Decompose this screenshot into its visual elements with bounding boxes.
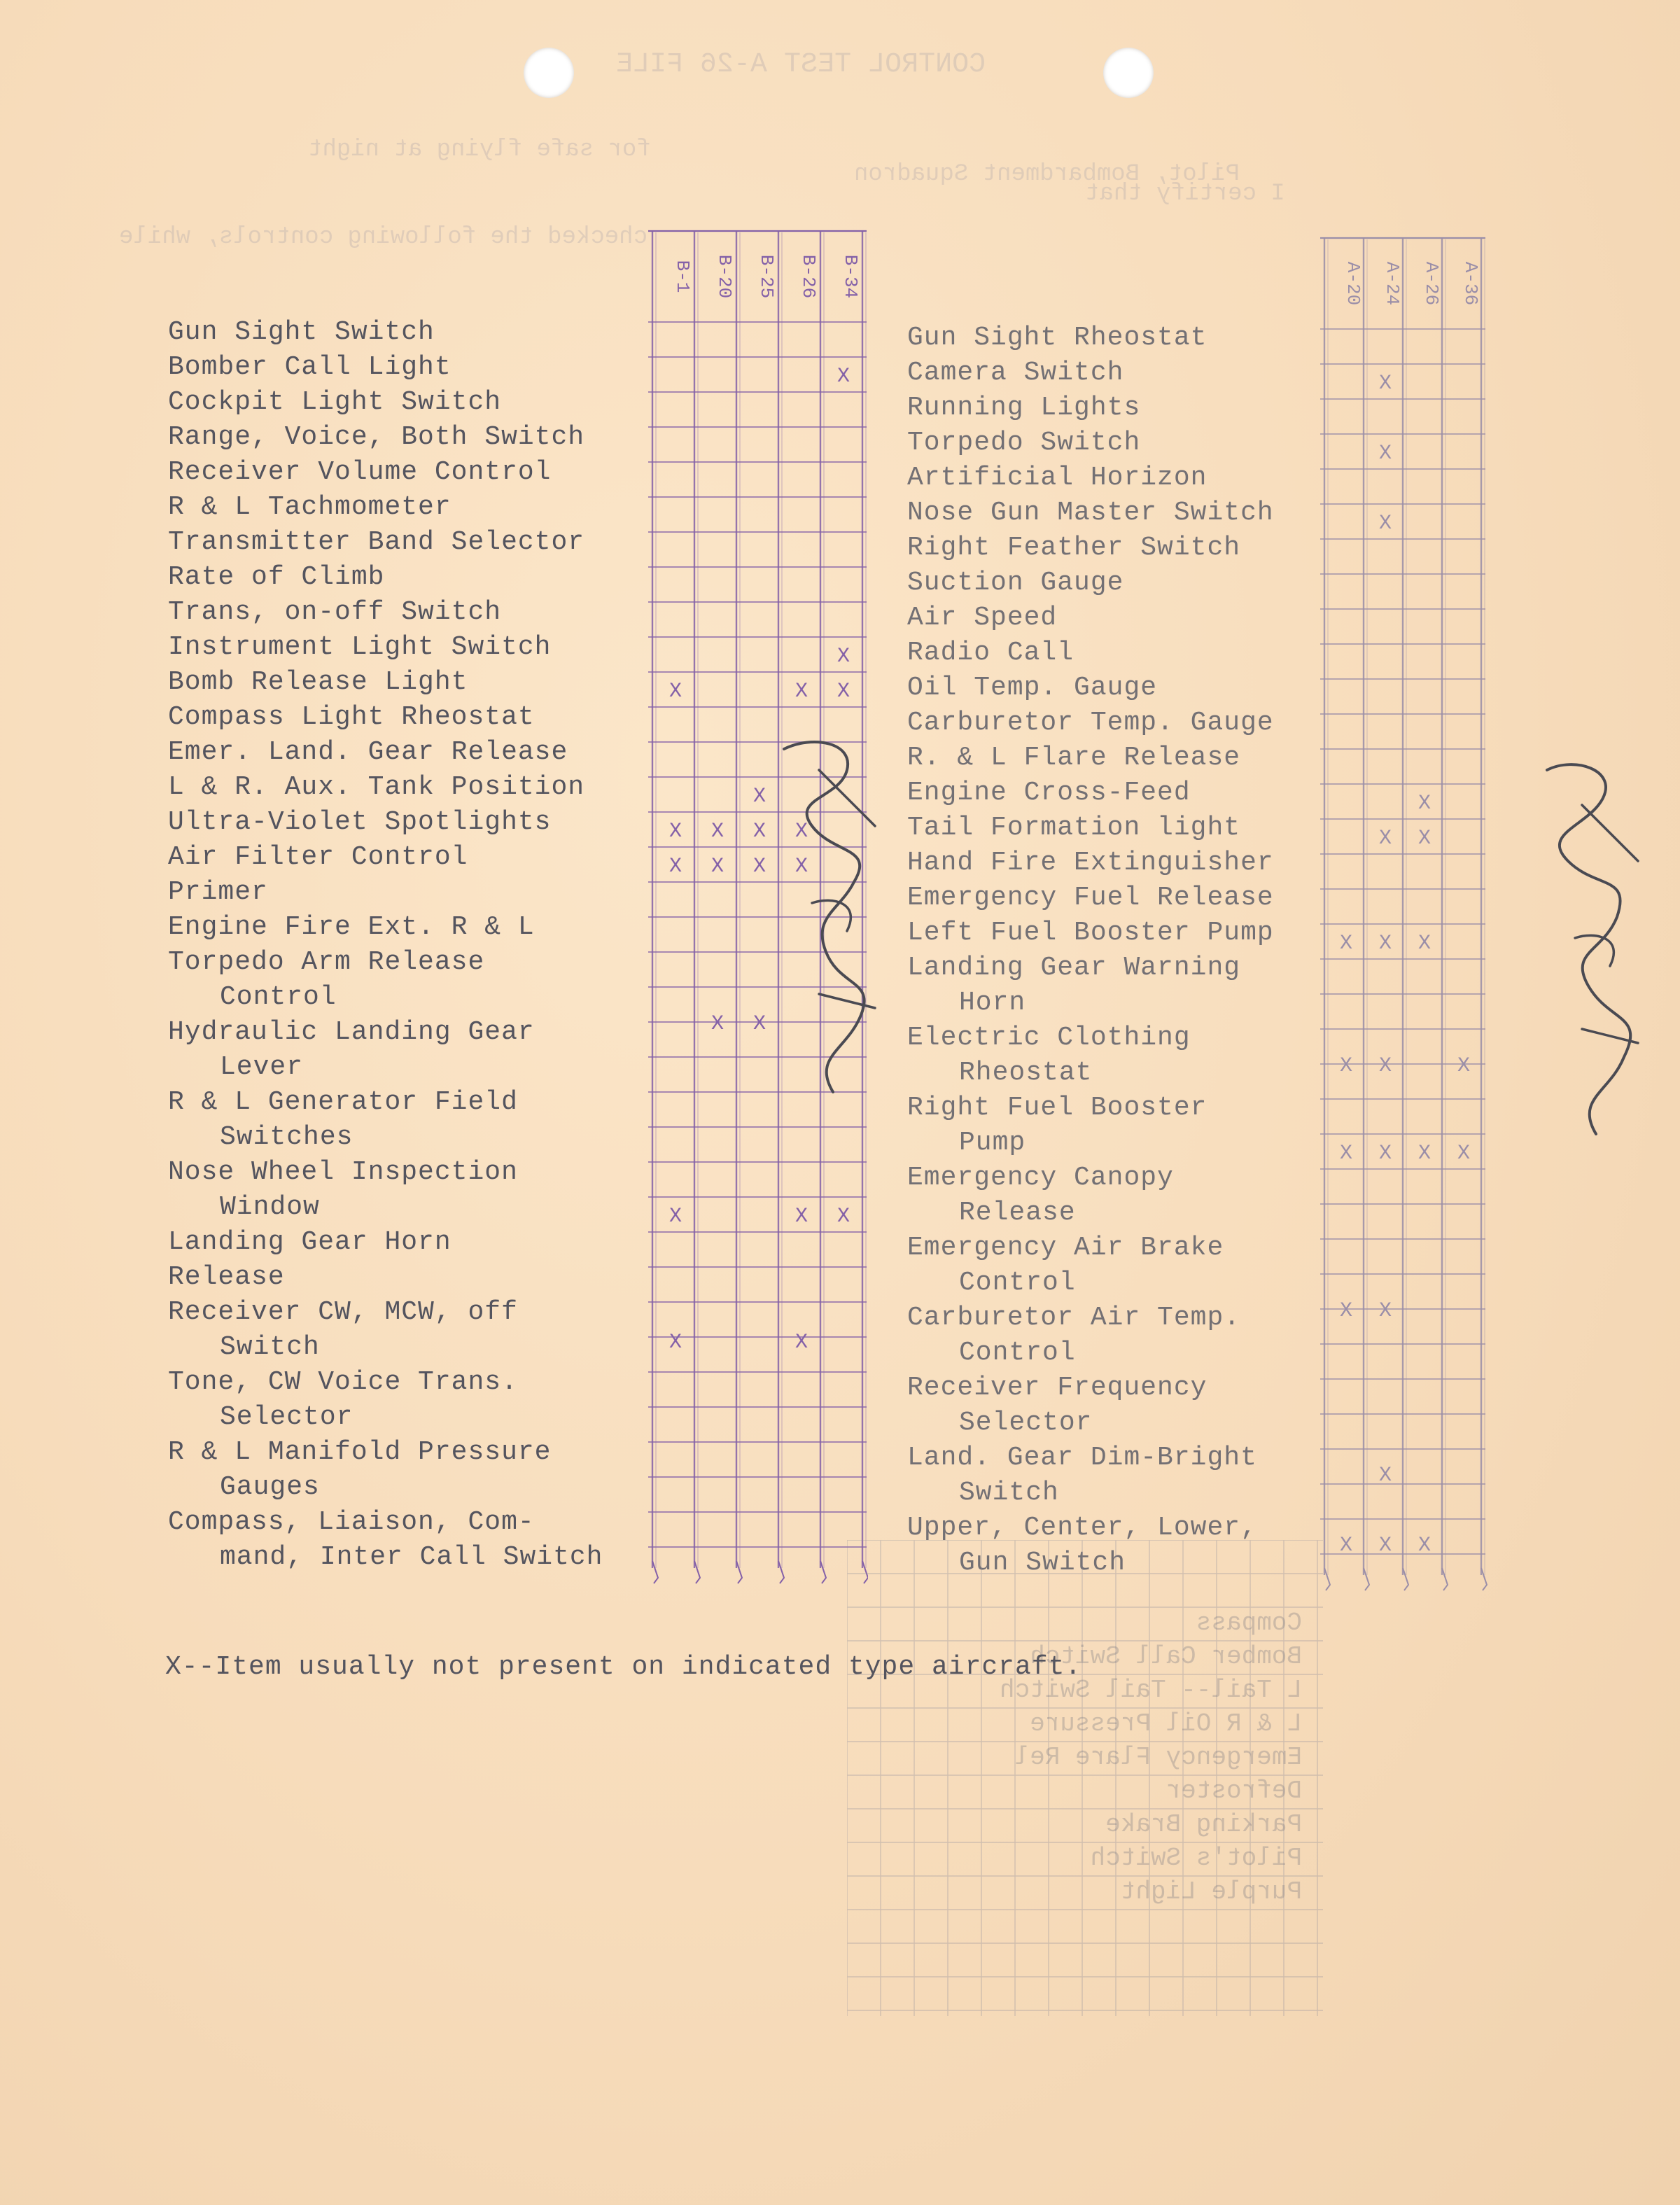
left-list-item	[168, 560, 603, 595]
bleed-through-line: Pilot's Switch	[1090, 1844, 1302, 1872]
grid-column-header: B-25	[756, 254, 777, 299]
grid-x-mark: X	[1378, 512, 1392, 536]
grid-x-mark: X	[752, 820, 766, 844]
right-list-item	[907, 636, 1274, 671]
item-label: Engine Cross-Feed	[907, 778, 1191, 808]
item-label: Primer	[168, 877, 268, 907]
grid-x-mark: X	[668, 1331, 682, 1354]
item-label: R & L Manifold Pressure	[168, 1437, 552, 1467]
grid-tail	[820, 1561, 826, 1583]
grid-x-mark: X	[836, 365, 850, 388]
item-label: Right Fuel Booster	[907, 1093, 1208, 1123]
grid-x-mark: X	[668, 680, 682, 704]
item-label-continued: Pump	[959, 1128, 1026, 1158]
grid-x-mark: X	[668, 820, 682, 844]
bleed-through-line: L & R Oil Pressure	[1030, 1709, 1302, 1738]
bleed-through-line: Bomber Call Switch	[1030, 1642, 1302, 1671]
grid-column-header: A-20	[1343, 261, 1364, 306]
grid-x-mark: X	[752, 855, 766, 878]
grid-x-mark: X	[836, 645, 850, 668]
item-label: Carburetor Temp. Gauge	[907, 708, 1274, 738]
right-list-item	[907, 741, 1274, 776]
left-list-item	[168, 770, 603, 805]
grid-x-mark: X	[1378, 932, 1392, 955]
right-control-list	[907, 321, 1274, 1581]
grid-tail	[1403, 1568, 1408, 1590]
item-label-continued: Window	[220, 1192, 320, 1222]
item-label: Upper, Center, Lower,	[907, 1513, 1257, 1543]
grid-x-mark: X	[1339, 932, 1353, 955]
item-label: Camera Switch	[907, 358, 1124, 388]
item-label: Transmitter Band Selector	[168, 527, 585, 557]
grid-x-mark: X	[1339, 1299, 1353, 1323]
grid-x-mark: X	[836, 680, 850, 704]
bleed-through-line: Purple Light	[1120, 1877, 1302, 1906]
left-list-item	[168, 1155, 603, 1225]
item-label-continued: Switch	[959, 1478, 1059, 1508]
item-label: Carburetor Air Temp.	[907, 1303, 1241, 1333]
left-list-item	[168, 1435, 603, 1505]
grid-column-header: B-26	[798, 254, 819, 299]
left-list-item	[168, 1505, 603, 1575]
grid-x-mark: X	[1378, 1299, 1392, 1323]
item-label: Engine Fire Ext. R & L	[168, 912, 535, 942]
right-list-item	[907, 881, 1274, 916]
punch-hole-left	[524, 48, 574, 98]
bleed-through-line: Pilot, Bombardment Squadron	[854, 161, 1240, 188]
item-label-continued: Control	[220, 982, 337, 1012]
grid-tail	[1364, 1568, 1369, 1590]
item-label-continued: Release	[959, 1198, 1076, 1228]
left-list-item	[168, 315, 603, 350]
left-list-item	[168, 910, 603, 945]
grid-x-mark: X	[710, 855, 724, 878]
item-label: Release	[168, 1262, 285, 1292]
grid-x-mark: X	[1378, 827, 1392, 850]
item-label: Emer. Land. Gear Release	[168, 737, 568, 767]
item-label: Nose Gun Master Switch	[907, 498, 1274, 528]
grid-x-mark: X	[1378, 1054, 1392, 1078]
grid-x-mark: X	[1339, 1534, 1353, 1558]
left-list-item	[168, 385, 603, 420]
item-label: Torpedo Arm Release	[168, 947, 485, 977]
right-list-item	[907, 601, 1274, 636]
item-label-continued: Gun Switch	[959, 1548, 1126, 1578]
grid-x-mark: X	[1378, 442, 1392, 465]
bleed-through-line: Parking Brake	[1105, 1810, 1302, 1839]
item-label: R & L Generator Field	[168, 1087, 518, 1117]
right-list-item	[907, 951, 1274, 1021]
item-label: Torpedo Switch	[907, 428, 1141, 458]
grid-column-header: A-24	[1382, 261, 1403, 306]
item-label: Receiver Frequency	[907, 1373, 1208, 1403]
item-label-continued: Control	[959, 1338, 1076, 1368]
right-list-item	[907, 496, 1274, 531]
bleed-through-line: for safe flying at night	[308, 136, 651, 163]
grid-tail	[736, 1561, 742, 1583]
item-label-continued: Rheostat	[959, 1058, 1093, 1088]
item-label: Landing Gear Horn	[168, 1227, 451, 1257]
left-list-item	[168, 420, 603, 455]
right-aircraft-grid	[1316, 231, 1498, 1603]
grid-x-mark: X	[1378, 1534, 1392, 1558]
grid-tail	[1481, 1568, 1487, 1590]
left-list-item	[168, 875, 603, 910]
grid-x-mark: X	[1378, 1142, 1392, 1166]
right-list-item	[907, 461, 1274, 496]
item-label: Hydraulic Landing Gear	[168, 1017, 535, 1047]
item-label-continued: Selector	[959, 1408, 1093, 1438]
item-label: Rate of Climb	[168, 562, 385, 592]
left-list-item	[168, 1225, 603, 1260]
grid-x-mark: X	[1378, 1464, 1392, 1488]
grid-x-mark: X	[1339, 1054, 1353, 1078]
annotation-left-satisfactory	[770, 728, 910, 1120]
left-list-item	[168, 665, 603, 700]
item-label: Artificial Horizon	[907, 463, 1208, 493]
item-label-continued: Lever	[220, 1052, 304, 1082]
right-list-item	[907, 671, 1274, 706]
item-label: Right Feather Switch	[907, 533, 1241, 563]
bleed-through-line: checked the following controls, while	[119, 224, 648, 251]
item-label: Landing Gear Warning	[907, 953, 1241, 983]
item-label: Receiver CW, MCW, off	[168, 1297, 518, 1327]
left-list-item	[168, 350, 603, 385]
left-list-item	[168, 805, 603, 840]
grid-x-mark: X	[668, 855, 682, 878]
item-label-continued: Gauges	[220, 1472, 320, 1502]
right-list-item	[907, 1091, 1274, 1161]
grid-tail	[694, 1561, 700, 1583]
bleed-through-line: I certify that	[1085, 181, 1285, 207]
right-list-item	[907, 811, 1274, 846]
item-label: Radio Call	[907, 638, 1074, 668]
grid-x-mark: X	[1418, 792, 1432, 816]
item-label: Cockpit Light Switch	[168, 387, 502, 417]
right-list-item	[907, 916, 1274, 951]
item-label: Trans, on-off Switch	[168, 597, 502, 627]
right-list-item	[907, 1021, 1274, 1091]
grid-x-mark: X	[710, 820, 724, 844]
item-label: Electric Clothing	[907, 1023, 1191, 1053]
left-list-item	[168, 595, 603, 630]
left-list-item	[168, 630, 603, 665]
grid-x-mark: X	[1378, 372, 1392, 396]
item-label-continued: Horn	[959, 988, 1026, 1018]
item-label: Oil Temp. Gauge	[907, 673, 1158, 703]
grid-tail	[778, 1561, 784, 1583]
item-label: Running Lights	[907, 393, 1141, 423]
grid-tail	[652, 1561, 658, 1583]
grid-x-mark: X	[794, 680, 808, 704]
bleed-through-line: Defroster	[1166, 1777, 1302, 1805]
grid-x-mark: X	[752, 1012, 766, 1036]
right-list-item	[907, 531, 1274, 566]
item-label: Bomber Call Light	[168, 352, 451, 382]
left-list-item	[168, 700, 603, 735]
left-list-item	[168, 945, 603, 1015]
item-label: R. & L Flare Release	[907, 743, 1241, 773]
item-label: L & R. Aux. Tank Position	[168, 772, 585, 802]
left-list-item	[168, 455, 603, 490]
left-list-item	[168, 1365, 603, 1435]
right-list-item	[907, 356, 1274, 391]
right-list-item	[907, 321, 1274, 356]
grid-x-mark: X	[794, 855, 808, 878]
item-label: Emergency Canopy	[907, 1163, 1174, 1193]
bleed-through-line: L Tail-- Tail Switch	[999, 1676, 1302, 1704]
item-label: Left Fuel Booster Pump	[907, 918, 1274, 948]
left-list-item	[168, 1085, 603, 1155]
footnote: X--Item usually not present on indicated type aircraft.	[165, 1652, 1082, 1682]
item-label: Gun Sight Switch	[168, 317, 435, 347]
item-label: Hand Fire Extinguisher	[907, 848, 1274, 878]
bleed-through-header: CONTROL TEST A-26 FILE	[616, 49, 986, 80]
grid-column-header: A-36	[1460, 261, 1481, 306]
item-label: Emergency Fuel Release	[907, 883, 1274, 913]
right-list-item	[907, 846, 1274, 881]
left-list-item	[168, 1260, 603, 1295]
item-label-continued: mand, Inter Call Switch	[220, 1542, 603, 1572]
grid-x-mark: X	[794, 820, 808, 844]
grid-x-mark: X	[836, 1205, 850, 1228]
item-label: Bomb Release Light	[168, 667, 468, 697]
grid-x-mark: X	[710, 1012, 724, 1036]
item-label-continued: Selector	[220, 1402, 354, 1432]
right-list-item	[907, 426, 1274, 461]
grid-column-header: B-1	[672, 260, 693, 293]
bleed-through-line: Compass	[1196, 1609, 1302, 1637]
grid-x-mark: X	[1457, 1054, 1471, 1078]
item-label: Compass Light Rheostat	[168, 702, 535, 732]
item-label: Receiver Volume Control	[168, 457, 552, 487]
item-label: Gun Sight Rheostat	[907, 323, 1208, 353]
grid-x-mark: X	[794, 1205, 808, 1228]
item-label: R & L Tachmometer	[168, 492, 451, 522]
right-list-item	[907, 391, 1274, 426]
grid-column-header: B-34	[840, 254, 861, 299]
punch-hole-right	[1103, 48, 1154, 98]
item-label: Nose Wheel Inspection	[168, 1157, 518, 1187]
left-list-item	[168, 1015, 603, 1085]
right-list-item	[907, 566, 1274, 601]
item-label: Tail Formation light	[907, 813, 1241, 843]
grid-x-mark: X	[1418, 827, 1432, 850]
grid-x-mark: X	[1457, 1142, 1471, 1166]
annotation-right-satisfactory	[1526, 756, 1666, 1148]
item-label: Emergency Air Brake	[907, 1233, 1224, 1263]
left-control-list	[168, 315, 603, 1575]
item-label: Land. Gear Dim-Bright	[907, 1443, 1257, 1473]
grid-column-header: A-26	[1421, 261, 1442, 306]
grid-x-mark: X	[668, 1205, 682, 1228]
left-list-item	[168, 840, 603, 875]
item-label: Ultra-Violet Spotlights	[168, 807, 552, 837]
item-label: Suction Gauge	[907, 568, 1124, 598]
right-list-item	[907, 706, 1274, 741]
right-list-item	[907, 1441, 1274, 1511]
right-list-item	[907, 1231, 1274, 1301]
right-list-item	[907, 1301, 1274, 1371]
item-label-continued: Control	[959, 1268, 1076, 1298]
grid-tail	[1442, 1568, 1448, 1590]
item-label-continued: Switches	[220, 1122, 354, 1152]
bleed-through-line: Emergency Flare Rel	[1014, 1743, 1302, 1772]
left-list-item	[168, 490, 603, 525]
grid-x-mark: X	[752, 785, 766, 808]
grid-column-header: B-20	[714, 254, 735, 299]
grid-x-mark: X	[1418, 932, 1432, 955]
grid-x-mark: X	[1418, 1142, 1432, 1166]
item-label: Air Filter Control	[168, 842, 468, 872]
right-list-item	[907, 776, 1274, 811]
grid-x-mark: X	[1418, 1534, 1432, 1558]
grid-x-mark: X	[794, 1331, 808, 1354]
item-label: Instrument Light Switch	[168, 632, 552, 662]
item-label: Range, Voice, Both Switch	[168, 422, 585, 452]
right-list-item	[907, 1161, 1274, 1231]
left-list-item	[168, 735, 603, 770]
item-label: Air Speed	[907, 603, 1058, 633]
left-list-item	[168, 1295, 603, 1365]
right-list-item	[907, 1371, 1274, 1441]
item-label: Tone, CW Voice Trans.	[168, 1367, 518, 1397]
left-list-item	[168, 525, 603, 560]
item-label-continued: Switch	[220, 1332, 320, 1362]
item-label: Compass, Liaison, Com-	[168, 1507, 535, 1537]
grid-x-mark: X	[1339, 1142, 1353, 1166]
grid-tail	[1324, 1568, 1330, 1590]
